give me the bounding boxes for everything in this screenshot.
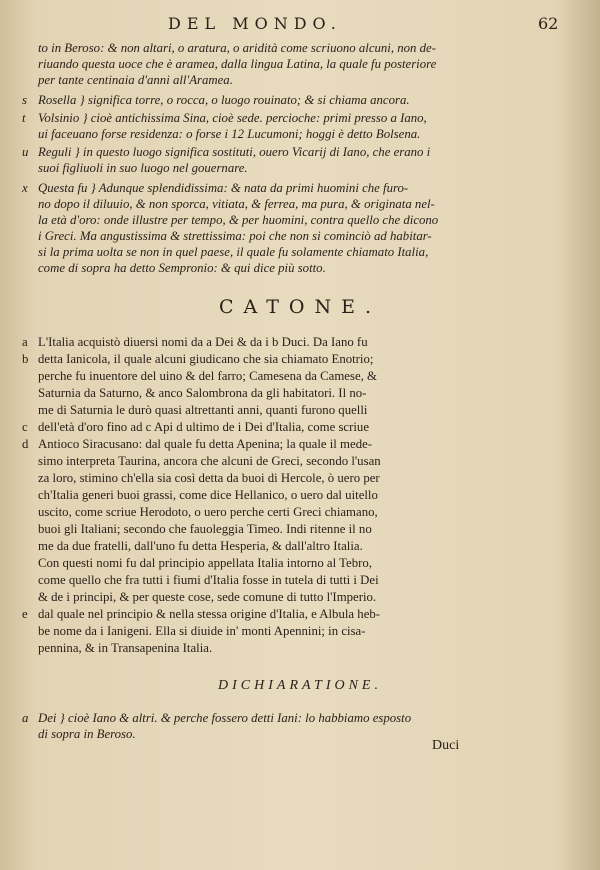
catchword: Duci xyxy=(432,738,460,753)
margin-marker: c xyxy=(22,420,28,434)
margin-marker: b xyxy=(22,352,29,366)
text-line: ch'Italia generi buoi grassi, come dice Hellanico, o uero dal uitello xyxy=(38,488,378,502)
note-marker: s xyxy=(22,93,27,107)
text-line: buoi gli Italiani; secondo che fauoleggia Timeo. Indi ritenne il no xyxy=(38,522,372,536)
note-line: si la prima uolta se non in quel paese, il quale fu solamente chiamato Italia, xyxy=(38,245,429,259)
note-line: Questa fu } Adunque splendidissima: & nata da primi huomini che furo- xyxy=(38,181,409,195)
section-title: CATONE. xyxy=(218,296,381,318)
note-line: riuando questa uoce che è aramea, dalla lingua Latina, la quale fu posteriore xyxy=(38,57,437,71)
margin-marker: d xyxy=(22,437,29,451)
text-line: simo interpreta Taurina, ancora che alcuni de Greci, secondo l'usan xyxy=(38,454,381,468)
note-line: ui faceuano forse residenza: o forse i 12 Lucumoni; hoggi è detto Bolsena. xyxy=(38,127,421,141)
subsection-title: DICHIARATIONE. xyxy=(218,678,382,693)
text-line: me da due fratelli, dall'uno fu detta Hesperia, & dall'altro Italia. xyxy=(38,539,363,553)
margin-marker: e xyxy=(22,607,28,621)
page-number: 62 xyxy=(538,14,559,33)
note-line: Reguli } in questo luogo significa sostituti, ouero Vicarij di Iano, che erano i xyxy=(38,145,431,159)
page-edge-shadow xyxy=(560,0,600,870)
text-line: me di Saturnia le durò quasi altrettanti anni, quanti furono quelli xyxy=(38,403,368,417)
note-line: come di sopra ha detto Sempronio: & qui dice più sotto. xyxy=(38,261,326,275)
text-line: pennina, & in Transapenina Italia. xyxy=(38,641,213,655)
note-line: Rosella } significa torre, o rocca, o luogo rouinato; & si chiama ancora. xyxy=(38,93,410,107)
note-line: Volsinio } cioè antichissima Sina, cioè sede. percioche: primi presso a Iano, xyxy=(38,111,427,125)
text-line: za loro, stimino ch'ella sia così detta da buoi di Hercole, ò uero per xyxy=(38,471,380,485)
text-line: Saturnia da Saturno, & anco Salombrona da gli habitatori. Il no- xyxy=(38,386,367,400)
note-line: Dei } cioè Iano & altri. & perche fossero detti Iani: lo habbiamo esposto xyxy=(38,711,412,725)
text-line: dal quale nel principio & nella stessa origine d'Italia, e Albula heb- xyxy=(38,607,381,621)
margin-marker: a xyxy=(22,335,28,349)
note-line: per tante centinaia d'anni all'Aramea. xyxy=(38,73,233,87)
text-line: L'Italia acquistò diuersi nomi da a Dei & da i b Duci. Da Iano fu xyxy=(38,335,368,349)
note-marker: a xyxy=(22,711,29,725)
page-header xyxy=(0,14,600,36)
text-line: Antioco Siracusano: dal quale fu detta Apenina; la quale il mede- xyxy=(38,437,373,451)
note-line: di sopra in Beroso. xyxy=(38,727,136,741)
note-line: i Greci. Ma angustissima & strettissima: poi che non si cominciò ad habitar- xyxy=(38,229,432,243)
text-line: dell'età d'oro fino ad c Api d ultimo de i Dei d'Italia, come scriue xyxy=(38,420,370,434)
note-marker: x xyxy=(22,181,28,195)
text-line: uscito, come scriue Herodoto, o uero perche certi Greci chiamano, xyxy=(38,505,378,519)
note-line: no dopo il diluuio, & non sporca, vitiata, & ferrea, ma pura, & originata nel- xyxy=(38,197,435,211)
text-line: & de i principi, & per queste cose, sede comune di tutto l'Imperio. xyxy=(38,590,377,604)
text-line: perche fu inuentore del uino & del farro; Camesena da Camese, & xyxy=(38,369,377,383)
text-line: be nome da i Ianigeni. Ella si diuide in' monti Apennini; in cisa- xyxy=(38,624,366,638)
note-line: suoi figliuoli in suo luogo nel gouernare. xyxy=(38,161,248,175)
note-line: to in Beroso: & non altari, o aratura, o aridità come scriuono alcuni, non de- xyxy=(38,41,436,55)
note-line: la età d'oro: onde illustre per tempo, & per huomini, contra quello che dicono xyxy=(38,213,439,227)
note-marker: t xyxy=(22,111,26,125)
text-line: Con questi nomi fu dal principio appellata Italia intorno al Tebro, xyxy=(38,556,372,570)
note-marker: u xyxy=(22,145,29,159)
text-line: come quello che fra tutti i fiumi d'Italia fosse in tutela di tutti i Dei xyxy=(38,573,379,587)
running-head: DEL MONDO. xyxy=(168,14,342,33)
text-line: detta Ianicola, il quale alcuni giudicano che sia chiamato Enotrio; xyxy=(38,352,374,366)
